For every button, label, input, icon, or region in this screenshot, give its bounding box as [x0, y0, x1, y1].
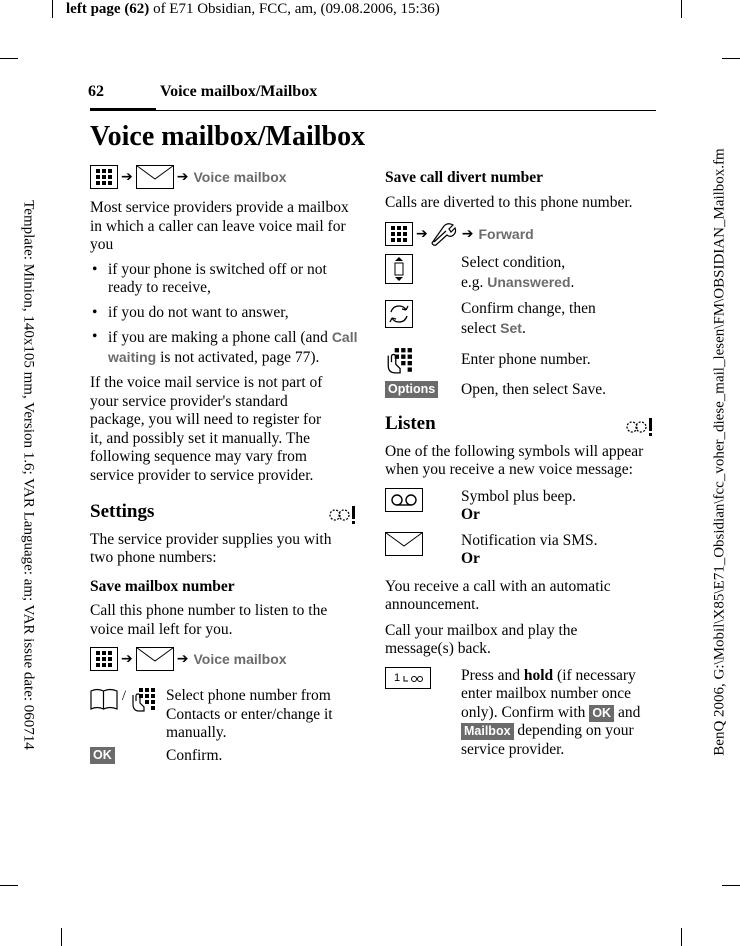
- crop-mark: [722, 58, 740, 59]
- left-column: [90, 163, 358, 769]
- confirm-change-row: [385, 300, 655, 338]
- confirm-row: [90, 747, 358, 769]
- confirm-text: Confirm.: [166, 747, 223, 764]
- menu-item-voice-mailbox: Voice mailbox: [193, 168, 287, 185]
- crop-mark: [0, 885, 18, 886]
- envelope-icon: [136, 647, 174, 671]
- automatic-call-text: You receive a call with an automatic announcement.: [385, 577, 611, 613]
- mailbox-softkey: Mailbox: [461, 723, 514, 740]
- navigation-updown-icon: [385, 254, 413, 284]
- press-hold-text: Press and hold (if necessary enter mailbox number once only). Confirm with OK and Mailbox depending on your service provider.: [461, 666, 641, 758]
- keypad-hand-icon: [130, 687, 156, 713]
- save-mailbox-heading: Save mailbox number: [90, 577, 235, 595]
- crop-mark: [681, 0, 682, 18]
- listen-heading-row: [385, 415, 655, 435]
- intro-text: Most service providers provide a mailbox in which a caller can leave voice mail for you: [90, 199, 349, 253]
- envelope-icon: [136, 165, 174, 189]
- voicemail-icon: [385, 488, 423, 512]
- bullet-item: • if you are making a phone call (and Call waiting is not activated, page 77).: [90, 328, 358, 367]
- bullet-item: • if your phone is switched off or not ready to receive,: [90, 261, 358, 298]
- options-row: [385, 381, 655, 403]
- select-number-text: Select phone number from Contacts or enter/change it manually.: [166, 687, 333, 741]
- menu-grid-icon: [90, 165, 118, 189]
- network-service-icon: [625, 415, 655, 439]
- options-softkey: Options: [385, 381, 438, 398]
- enter-number-text: Enter phone number.: [461, 351, 591, 368]
- running-head: Voice mailbox/Mailbox: [160, 83, 318, 100]
- symbol-beep-row: [385, 488, 655, 528]
- select-condition-text: Select condition, e.g. Unanswered.: [461, 254, 575, 291]
- header-rule: [90, 110, 656, 111]
- select-condition-row: [385, 254, 655, 292]
- divert-text: Calls are diverted to this phone number.: [385, 193, 633, 211]
- page-title: Voice mailbox/Mailbox: [90, 121, 366, 152]
- sms-notification-text: Notification via SMS. Or: [461, 531, 598, 567]
- ok-softkey: OK: [90, 747, 115, 764]
- menu-item-voice-mailbox: Voice mailbox: [193, 650, 287, 667]
- options-text: Open, then select Save.: [461, 381, 607, 398]
- envelope-icon: [385, 532, 423, 556]
- print-header: left page (62) of E71 Obsidian, FCC, am, (09.08.2006, 15:36): [66, 1, 440, 17]
- contacts-or-keypad-icons: /: [90, 687, 156, 713]
- arrow-icon: ➔: [416, 225, 428, 242]
- listen-heading: Listen: [385, 413, 436, 434]
- enter-number-row: [385, 347, 655, 373]
- confirm-change-text: Confirm change, then select Set.: [461, 300, 596, 337]
- divert-heading: Save call divert number: [385, 169, 543, 186]
- sms-notification-row: [385, 532, 655, 572]
- contacts-book-icon: [90, 687, 118, 711]
- crop-mark: [52, 0, 53, 18]
- navigation-center-icon: [385, 300, 413, 328]
- symbol-beep-text: Symbol plus beep. Or: [461, 487, 576, 523]
- crop-mark: [61, 928, 62, 946]
- keypad-hand-icon: [385, 347, 413, 375]
- nav-path-voice-mailbox: [90, 163, 358, 191]
- ok-softkey: OK: [589, 705, 614, 722]
- arrow-icon: ➔: [176, 650, 189, 667]
- bullet-item: • if you do not want to answer,: [90, 304, 358, 323]
- voicemail-key-icon: [403, 673, 425, 683]
- network-service-icon: [328, 503, 358, 527]
- nav-path-forward: [385, 220, 655, 248]
- arrow-icon: ➔: [176, 168, 189, 185]
- key-1-icon: 1: [385, 667, 431, 689]
- save-mailbox-text: Call this phone number to listen to the voice mail left for you.: [90, 602, 328, 638]
- page-number: 62: [88, 83, 104, 100]
- nav-path-voice-mailbox-2: [90, 645, 358, 673]
- press-hold-row: [385, 667, 655, 757]
- settings-text: The service provider supplies you with two phone numbers:: [90, 530, 332, 566]
- menu-grid-icon: [385, 222, 413, 246]
- listen-text: One of the following symbols will appear when you receive a new voice message:: [385, 442, 644, 478]
- crop-mark: [681, 928, 682, 946]
- arrow-icon: ➔: [121, 650, 133, 667]
- settings-heading-row: [90, 503, 358, 523]
- crop-mark: [0, 58, 18, 59]
- menu-item-forward: Forward: [478, 225, 534, 242]
- wrench-icon: [431, 222, 459, 246]
- arrow-icon: ➔: [461, 225, 474, 242]
- menu-grid-icon: [90, 647, 118, 671]
- crop-mark: [722, 885, 740, 886]
- select-number-row: [90, 687, 358, 743]
- play-messages-text: Call your mailbox and play the message(s) back.: [385, 621, 578, 657]
- arrow-icon: ➔: [121, 168, 133, 185]
- right-column: [385, 169, 655, 757]
- settings-heading: Settings: [90, 501, 155, 522]
- registration-text: If the voice mail service is not part of your service provider's standard package, you will need to register for it, and possibly set it manually. The following sequence may vary from service provider to service provider.: [90, 374, 323, 484]
